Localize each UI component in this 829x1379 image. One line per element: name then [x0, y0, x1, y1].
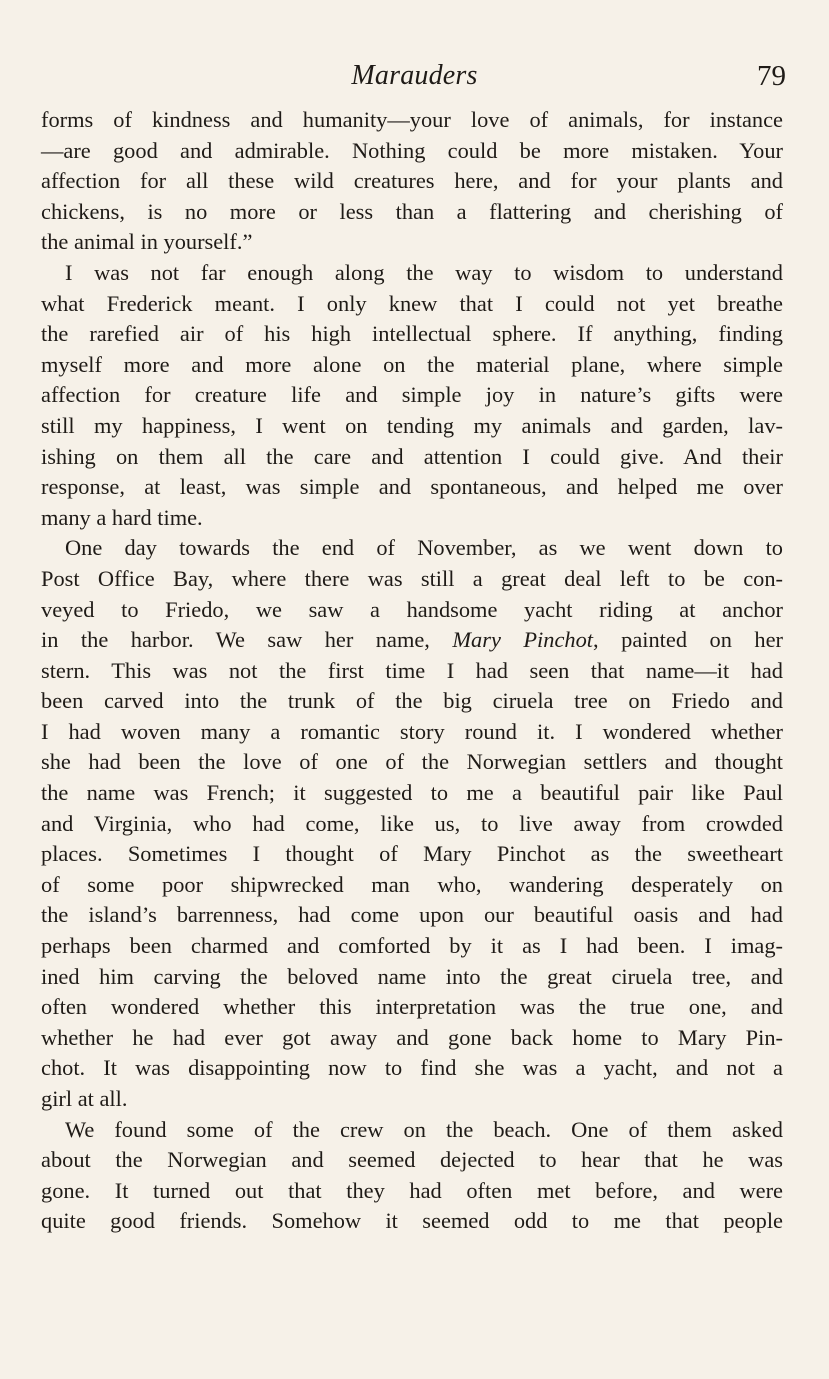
text-line: stern. This was not the first time I had seen that name—it had [41, 657, 783, 683]
text-line: quite good friends. Somehow it seemed odd to me that people [41, 1208, 783, 1234]
text-line: places. Sometimes I thought of Mary Pinchot as the sweetheart [41, 841, 783, 867]
text-line: forms of kindness and humanity—your love of animals, for instance [41, 107, 783, 132]
text-line: many a hard time. [41, 504, 203, 530]
text-line: veyed to Friedo, we saw a handsome yacht riding at anchor [41, 596, 783, 622]
text-line-with-italic [41, 625, 783, 656]
text-line: chot. It was disappointing now to find she was a yacht, and not a [41, 1055, 783, 1081]
running-head: Marauders [351, 60, 478, 91]
text-line: often wondered whether this interpretation was the true one, and [41, 994, 783, 1020]
italic-yacht-name: Mary Pinchot [452, 627, 594, 653]
text-line: gone. It turned out that they had often met before, and were [41, 1177, 783, 1203]
page-header [0, 58, 829, 98]
text-line: still my happiness, I went on tending my animals and garden, lav- [41, 412, 783, 438]
text-line: the rarefied air of his high intellectual sphere. If anything, finding [41, 321, 783, 347]
text-line: she had been the love of one of the Norwegian settlers and thought [41, 749, 783, 775]
text-line: I was not far enough along the way to wisdom to understand [65, 259, 783, 285]
text-fragment: , painted on her [593, 627, 783, 653]
text-line: response, at least, was simple and spontaneous, and helped me over [41, 474, 783, 500]
body-text [41, 105, 783, 1237]
text-fragment: in the harbor. We saw her name, [41, 627, 453, 653]
text-line: chickens, is no more or less than a flattering and cherishing of [41, 198, 783, 224]
text-line: ishing on them all the care and attention I could give. And their [41, 443, 783, 469]
text-line: and Virginia, who had come, like us, to live away from crowded [41, 810, 783, 836]
text-line: the name was French; it suggested to me a beautiful pair like Paul [41, 780, 783, 806]
text-line: of some poor shipwrecked man who, wandering desperately on [41, 871, 783, 897]
text-line: girl at all. [41, 1086, 128, 1111]
text-line: whether he had ever got away and gone back home to Mary Pin- [41, 1024, 783, 1050]
text-line: the island’s barrenness, had come upon our beautiful oasis and had [41, 902, 783, 928]
text-line: ined him carving the beloved name into the great ciruela tree, and [41, 963, 783, 989]
text-line: been carved into the trunk of the big ciruela tree on Friedo and [41, 688, 783, 714]
text-line: the animal in yourself.” [41, 229, 253, 255]
text-line: One day towards the end of November, as we went down to [65, 535, 783, 561]
text-line: —are good and admirable. Nothing could be more mistaken. Your [41, 137, 783, 163]
text-line: perhaps been charmed and comforted by it as I had been. I imag- [41, 933, 783, 959]
text-line: what Frederick meant. I only knew that I could not yet breathe [41, 290, 783, 316]
text-line: affection for creature life and simple joy in nature’s gifts were [41, 382, 783, 408]
text-line: Post Office Bay, where there was still a great deal left to be con- [41, 565, 783, 591]
text-line: affection for all these wild creatures here, and for your plants and [41, 168, 783, 194]
text-line: about the Norwegian and seemed dejected to hear that he was [41, 1147, 783, 1173]
text-line: myself more and more alone on the material plane, where simple [41, 351, 783, 377]
text-line: We found some of the crew on the beach. One of them asked [65, 1116, 783, 1142]
page-number: 79 [757, 60, 786, 92]
text-line: I had woven many a romantic story round it. I wondered whether [41, 718, 783, 744]
